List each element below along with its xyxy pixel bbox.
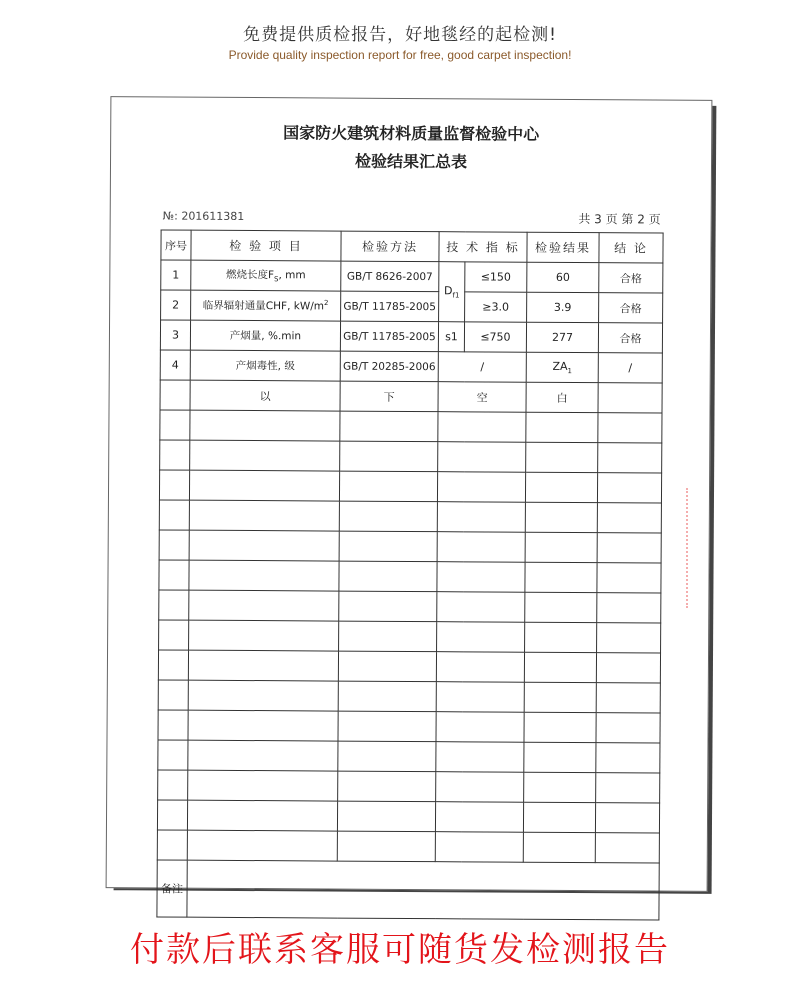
row-method: GB/T 11785-2005	[340, 321, 438, 352]
table-row-empty	[159, 620, 661, 653]
table-row-empty	[158, 770, 660, 803]
inspection-report-sheet	[106, 96, 713, 896]
banner-title-en: Provide quality inspection report for free, good carpet inspection!	[228, 48, 572, 62]
row-spec: ≥3.0	[465, 292, 527, 322]
row-result: 277	[526, 322, 598, 352]
row-no: 1	[161, 260, 191, 290]
table-row-empty	[160, 440, 662, 473]
row-conclusion: 合格	[598, 323, 662, 353]
row-no: 2	[161, 290, 191, 320]
table-row-empty	[159, 560, 661, 593]
row-item: 产烟量, %.min	[190, 320, 340, 351]
row-method: GB/T 8626-2007	[341, 261, 439, 292]
table-row-empty	[159, 470, 661, 503]
seal-stamp-mark	[686, 488, 708, 608]
notes-row	[157, 860, 659, 920]
table-row	[161, 260, 663, 293]
row-result: 60	[527, 262, 599, 292]
row-result: 3.9	[527, 292, 599, 322]
table-row-empty	[157, 800, 659, 833]
row-item: 产烟毒性, 级	[190, 350, 340, 381]
document-number: №: 201611381	[162, 209, 245, 223]
blank-marker-2: 下	[340, 381, 438, 412]
row-conclusion: /	[598, 353, 662, 383]
table-row-empty	[159, 500, 661, 533]
blank-marker-3: 空	[438, 382, 526, 413]
table-row	[161, 290, 663, 323]
notes-content	[187, 860, 659, 920]
table-row-empty	[158, 740, 660, 773]
row-no: 4	[160, 350, 190, 380]
footer-notice: 付款后联系客服可随货发检测报告	[130, 930, 670, 970]
col-header-method: 检验方法	[341, 231, 439, 262]
results-table	[156, 229, 663, 920]
row-method: GB/T 11785-2005	[341, 291, 439, 322]
col-header-conclusion: 结 论	[599, 233, 663, 263]
table-row-blank-marker	[160, 380, 662, 413]
table-row	[160, 350, 662, 383]
table-row-empty	[158, 650, 660, 683]
row-conclusion: 合格	[599, 263, 663, 293]
row-conclusion: 合格	[599, 293, 663, 323]
row-result: $ZA_1$	[526, 352, 598, 382]
row-item: 燃烧长度$F_S$, mm	[191, 260, 341, 291]
col-header-result: 检验结果	[527, 232, 599, 262]
row-item: 临界辐射通量CHF, $kW/m^2$	[191, 290, 341, 321]
table-row-empty	[160, 410, 662, 443]
document-subtitle: 检验结果汇总表	[354, 151, 468, 172]
table-row-empty	[159, 590, 661, 623]
table-row	[160, 320, 662, 353]
table-header-row	[161, 230, 663, 263]
banner-title-cn: 免费提供质检报告，好地毯经的起检测!	[243, 25, 557, 45]
col-header-item: 检 验 项 目	[191, 230, 341, 261]
col-header-spec: 技 术 指 标	[439, 232, 527, 263]
blank-marker-4: 白	[526, 382, 598, 412]
row-no: 3	[160, 320, 190, 350]
table-row-empty	[159, 530, 661, 563]
page-info: 共 3 页 第 2 页	[578, 212, 661, 227]
row-method: GB/T 20285-2006	[340, 351, 438, 382]
row-spec: /	[438, 352, 526, 383]
row-spec: ≤150	[465, 262, 527, 292]
blank-marker-1: 以	[190, 380, 340, 411]
col-header-no: 序号	[161, 230, 191, 260]
row-spec-class: s1	[438, 322, 464, 352]
table-row-empty	[158, 680, 660, 713]
document-title: 国家防火建筑材料质量监督检验中心	[283, 123, 540, 144]
row-spec: ≤750	[464, 322, 526, 352]
table-row-empty	[158, 710, 660, 743]
notes-label: 备注	[157, 860, 187, 917]
table-row-empty	[157, 830, 659, 863]
row-spec-class: $D_{f1}$	[439, 262, 465, 322]
